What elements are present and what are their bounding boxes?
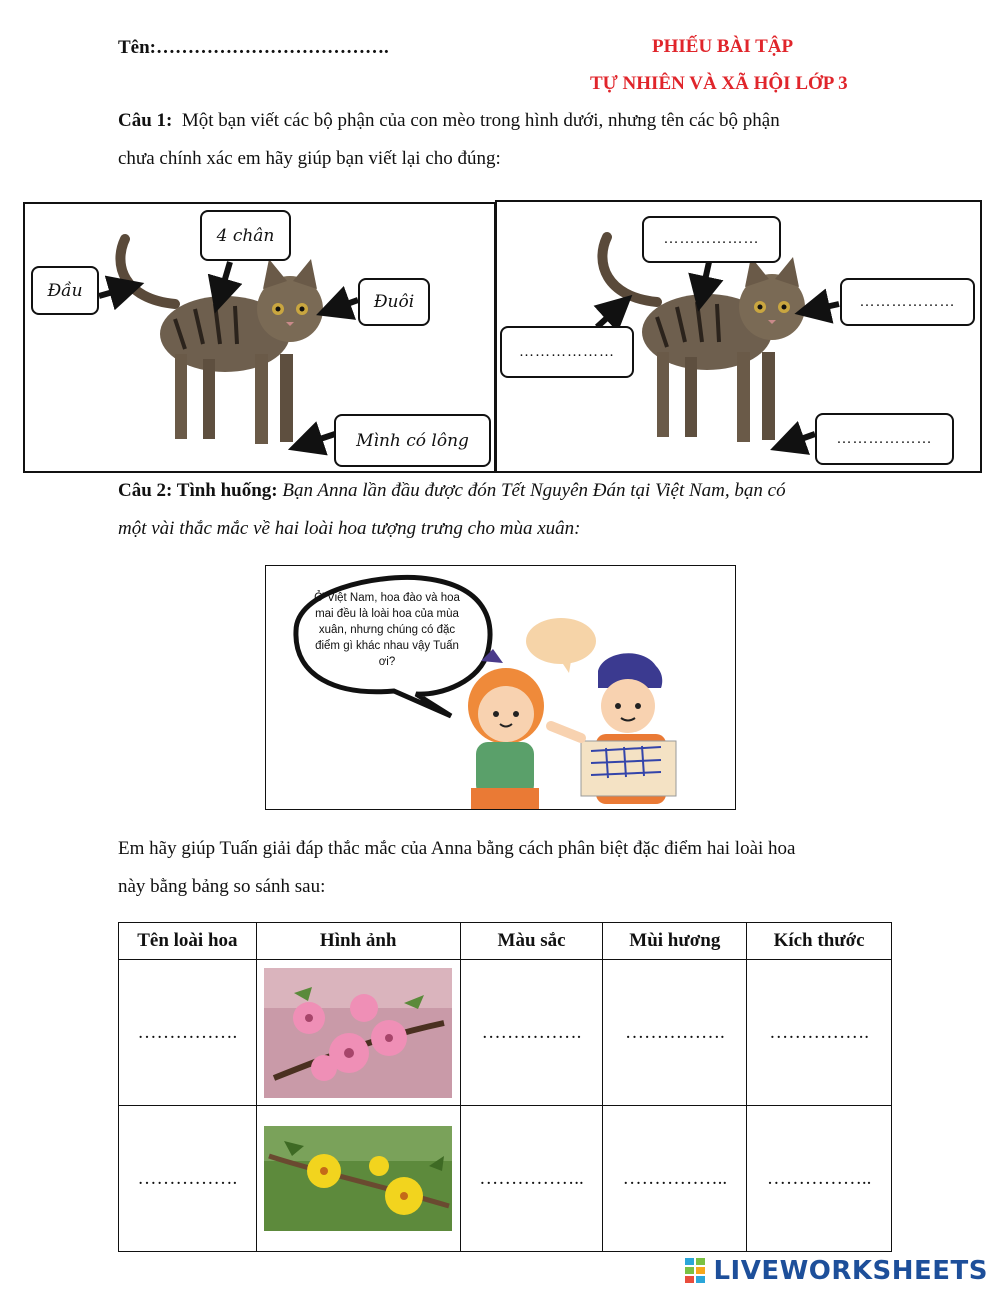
apricot-blossom-image-cell (256, 1106, 460, 1252)
question-1 (118, 102, 898, 178)
question-1-text-line2: chưa chính xác em hãy giúp bạn viết lại cho đúng: (118, 148, 501, 169)
size-cell[interactable]: ……………. (747, 960, 892, 1106)
name-field-label: Tên:………………………………. (118, 37, 389, 58)
speech-bubble-text: Ở Việt Nam, hoa đào và hoa mai đều là loài hoa của mùa xuân, nhưng chúng có đặc điểm gì khác nhau vậy Tuấn ơi? (314, 592, 460, 668)
question-1-text-line1: Một bạn viết các bộ phận của con mèo trong hình dưới, nhưng tên các bộ phận (181, 110, 780, 131)
scent-cell[interactable]: …………….. (603, 1106, 747, 1252)
worksheet-title: PHIẾU BÀI TẬP (652, 36, 794, 57)
flower-name-cell[interactable]: ……………. (119, 960, 257, 1106)
cat-panel-answer (495, 200, 982, 473)
size-cell[interactable]: …………….. (747, 1106, 892, 1252)
peach-blossom-image-cell (256, 960, 460, 1106)
answer-box-bottom[interactable]: ……………… (815, 413, 954, 465)
comparison-table (118, 922, 892, 1252)
question-2-text-line2: một vài thắc mắc về hai loài hoa tượng trưng cho mùa xuân: (118, 518, 581, 539)
label-box-top: 4 chân (200, 210, 291, 261)
answer-box-top[interactable]: ……………… (642, 216, 781, 263)
question-2-text-line1: Bạn Anna lần đầu được đón Tết Nguyên Đán tại Việt Nam, bạn có (282, 480, 786, 501)
header-flower-name: Tên loài hoa (119, 923, 257, 960)
table-instruction-line1: Em hãy giúp Tuấn giải đáp thắc mắc của Anna bằng cách phân biệt đặc điểm hai loài hoa (118, 838, 796, 859)
liveworksheets-logo (685, 1256, 988, 1286)
question-1-label: Câu 1: (118, 110, 173, 131)
table-instruction (118, 830, 918, 906)
scent-cell[interactable]: ……………. (603, 960, 747, 1106)
question-2-label: Câu 2: Tình huống: (118, 480, 278, 501)
color-cell[interactable]: ……………. (460, 960, 603, 1106)
label-box-left: Đầu (31, 266, 99, 315)
worksheet-subtitle: TỰ NHIÊN VÀ XÃ HỘI LỚP 3 (590, 73, 848, 94)
table-header-row (119, 923, 892, 960)
liveworksheets-brand: LIVEWORKSHEETS (713, 1256, 988, 1286)
liveworksheets-logo-icon (685, 1258, 707, 1284)
comic-illustration (265, 565, 736, 810)
answer-box-right[interactable]: ……………… (840, 278, 975, 326)
color-cell[interactable]: …………….. (460, 1106, 603, 1252)
label-box-right: Đuôi (358, 278, 430, 326)
answer-box-left[interactable]: ……………… (500, 326, 634, 378)
header-size: Kích thước (747, 923, 892, 960)
table-row (119, 960, 892, 1106)
header-scent: Mùi hương (603, 923, 747, 960)
question-2 (118, 472, 898, 548)
label-box-bottom: Mình có lông (334, 414, 491, 467)
cat-panel-wrong-labels (23, 202, 496, 473)
header-color: Màu sắc (460, 923, 603, 960)
table-instruction-line2: này bằng bảng so sánh sau: (118, 876, 326, 897)
table-row (119, 1106, 892, 1252)
flower-name-cell[interactable]: ……………. (119, 1106, 257, 1252)
apricot-blossom-image (264, 1126, 452, 1231)
peach-blossom-image (264, 968, 452, 1098)
header-image: Hình ảnh (256, 923, 460, 960)
